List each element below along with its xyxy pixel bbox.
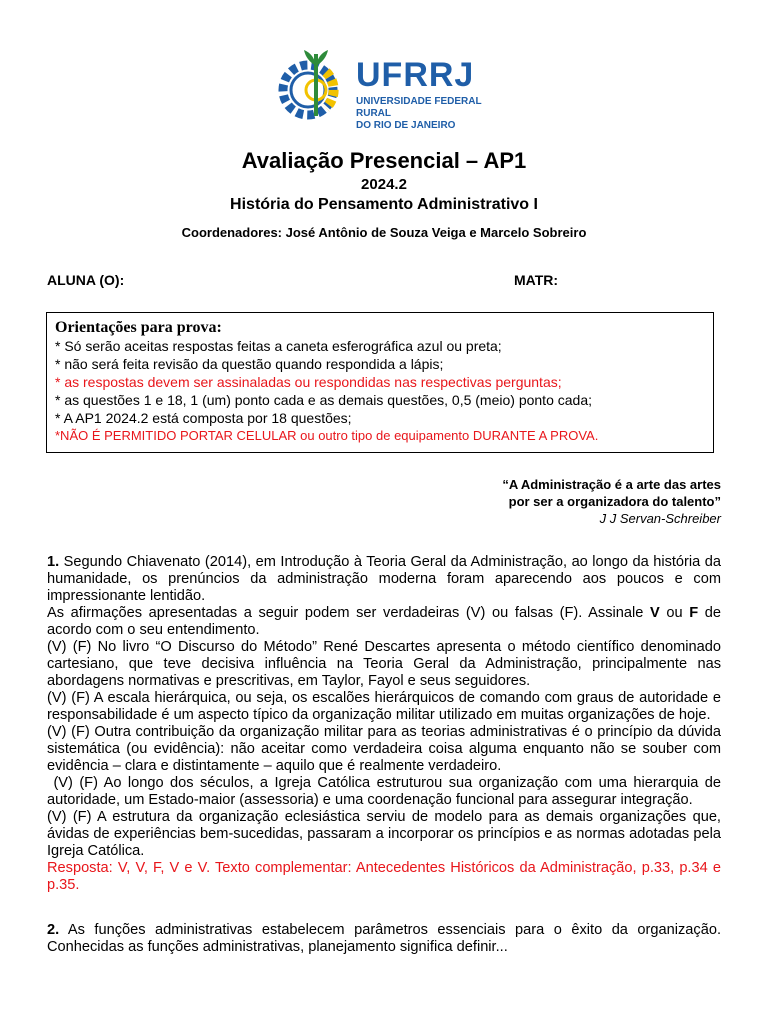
question-2 [47, 922, 721, 956]
exam-title: Avaliação Presencial – AP1 [241, 148, 527, 173]
statement-3: (V) (F) Outra contribuição da organização militar para as teorias administrativas é o princípio da dúvida sistemática (ou evidência): não aceitar como verdadeira coisa alguma enquanto não se souber com evidência – clara e distintamente – aquilo que é realmente verdadeiro. [47, 724, 721, 774]
statement-4: (V) (F) Ao longo dos séculos, a Igreja Católica estruturou sua organização com uma hierarquia de autoridade, um Estado-maior (assessoria) e uma coordenação funcional para assegurar integração. [47, 775, 726, 808]
university-logo [276, 46, 506, 130]
exam-year: 2024.2 [361, 176, 407, 193]
logo-acronym: UFRRJ [356, 56, 475, 94]
statement-2: (V) (F) A escala hierárquica, ou seja, os escalões hierárquicos de comando com graus de autoridade e responsabilidade é um aspecto típico da organização militar utilizado em muitas organizações de hoje. [47, 690, 721, 723]
question-1-answer: Resposta: V, V, F, V e V. Texto complementar: Antecedentes Históricos da Administração, p.33, p.34 e p.35. [47, 860, 721, 893]
orientation-item: * não será feita revisão da questão quando respondida a lápis; [55, 356, 444, 372]
statement-1: (V) (F) No livro “O Discurso do Método” René Descartes apresenta o método científico denominado cartesiano, que teve decisiva influência na Teoria Geral da Administração, principalmente nas abordagens normativas e prescritivas, em Taylor, Fayol e seus seguidores. [47, 639, 721, 689]
orientations-box [46, 312, 714, 453]
quote-author: J J Servan-Schreiber [599, 511, 721, 526]
question-1-intro: 1. Segundo Chiavenato (2014), em Introdução à Teoria Geral da Administração, ao longo da história da humanidade, os prenúncios da administração moderna foram aparecendo aos poucos e com impressionante lentidão. [47, 554, 721, 604]
orientation-item: * Só serão aceitas respostas feitas a caneta esferográfica azul ou preta; [55, 338, 502, 354]
epigraph-quote: “A Administração é a arte das artes por ser a organizadora do talento” J J Servan-Schreiber [502, 477, 721, 526]
question-1 [47, 554, 726, 894]
gear-emblem-icon [276, 46, 354, 130]
orientation-item: * A AP1 2024.2 está composta por 18 questões; [55, 410, 352, 426]
orientations-title: Orientações para prova: [55, 319, 222, 336]
orientation-item-highlight: * as respostas devem ser assinaladas ou respondidas nas respectivas perguntas; [55, 374, 562, 390]
logo-university-name: UNIVERSIDADE FEDERAL RURAL DO RIO DE JANEIRO [356, 96, 482, 131]
statement-5: (V) (F) A estrutura da organização eclesiástica serviu de modelo para as demais organizações que, ávidas de experiências bem-sucedidas, passaram a incorporar os princípios e as normas adotadas pela Igreja Católica. [47, 809, 721, 859]
matriculation-label: MATR: [514, 272, 559, 288]
orientation-item: * as questões 1 e 18, 1 (um) ponto cada e as demais questões, 0,5 (meio) ponto cada; [55, 392, 592, 408]
student-name-label: ALUNA (O): [47, 272, 125, 288]
course-name: História do Pensamento Administrativo I [230, 196, 538, 213]
question-1-instruction: As afirmações apresentadas a seguir podem ser verdadeiras (V) ou falsas (F). Assinale V ou F de acordo com o seu entendimento. [47, 605, 722, 638]
question-2-text: 2. As funções administrativas estabelecem parâmetros essenciais para o êxito da organização. Conhecidas as funções administrativas, planejamento significa definir... [47, 922, 721, 955]
orientation-item-warning: *NÃO É PERMITIDO PORTAR CELULAR ou outro tipo de equipamento DURANTE A PROVA. [55, 428, 599, 443]
coordinators: Coordenadores: José Antônio de Souza Veiga e Marcelo Sobreiro [181, 225, 587, 240]
